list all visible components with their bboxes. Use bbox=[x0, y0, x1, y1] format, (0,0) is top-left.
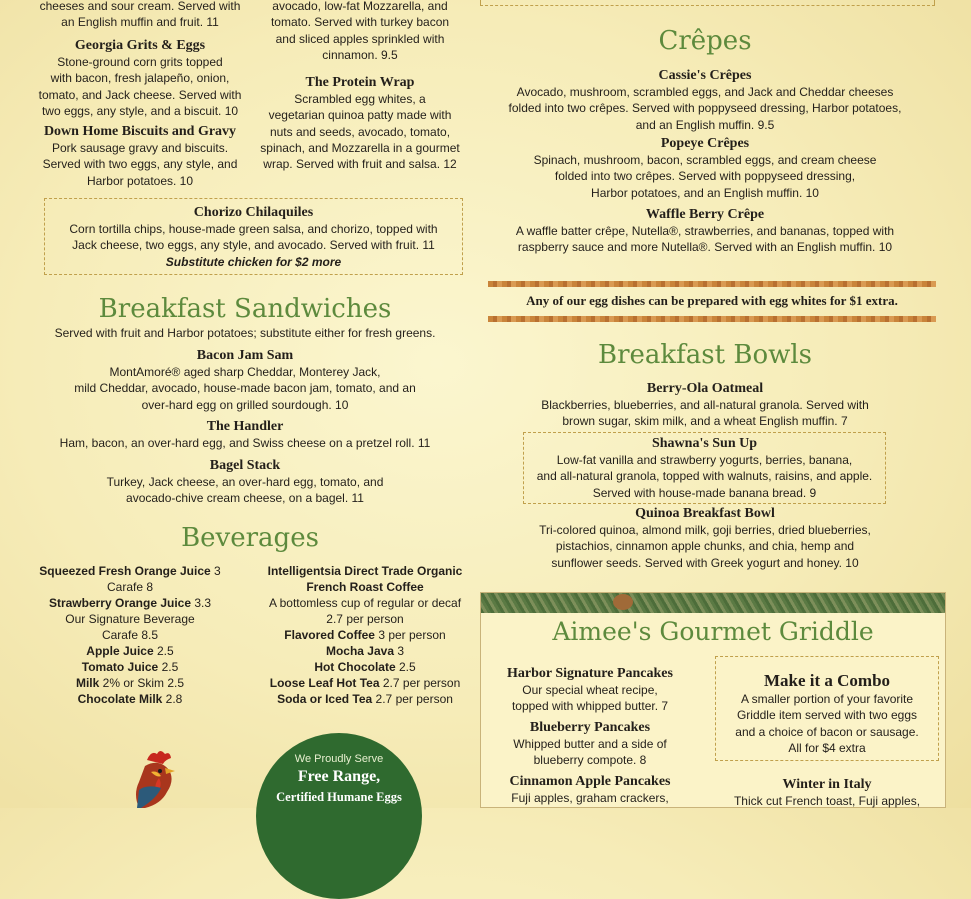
text-line: Ham, bacon, an over-hard egg, and Swiss cheese on a pretzel roll. 11 bbox=[59, 436, 431, 450]
item-name: Chorizo Chilaquiles bbox=[193, 205, 314, 220]
text-line: Turkey, Jack cheese, an over-hard egg, tomato, and bbox=[106, 475, 384, 489]
beverage-item: Intelligentsia Direct Trade Organic bbox=[267, 564, 463, 578]
menu-item-quinoa-bowl bbox=[480, 505, 930, 571]
free-range-badge bbox=[256, 733, 422, 899]
badge-line: Certified Humane Eggs bbox=[276, 790, 402, 804]
item-name: Bagel Stack bbox=[209, 458, 281, 473]
item-name: Winter in Italy bbox=[782, 777, 872, 792]
combo-box bbox=[715, 656, 939, 761]
chilaquiles-box bbox=[44, 198, 463, 275]
section-heading-crepes: Crêpes bbox=[658, 26, 752, 56]
menu-item-georgia-grits bbox=[15, 37, 265, 119]
substitution-note: Substitute chicken for $2 more bbox=[165, 254, 342, 269]
beverage-item: Tomato Juice 2.5 bbox=[81, 660, 179, 674]
wrap-description-top bbox=[250, 0, 470, 63]
text-line: Tri-colored quinoa, almond milk, goji berries, dried blueberries, bbox=[539, 523, 871, 537]
text-line: tomato, and Jack cheese. Served with bbox=[38, 87, 242, 102]
text-line: Low-fat vanilla and strawberry yogurts, berries, banana, bbox=[556, 453, 853, 467]
beverage-item: Hot Chocolate 2.5 bbox=[314, 660, 416, 674]
menu-item-berry-ola bbox=[480, 380, 930, 430]
item-name: Waffle Berry Crêpe bbox=[645, 207, 765, 222]
beverages-column-2 bbox=[250, 563, 480, 707]
item-name: Bacon Jam Sam bbox=[196, 348, 294, 363]
text-line: Scrambled egg whites, a bbox=[294, 92, 426, 106]
text-line: and an English muffin. 9.5 bbox=[635, 117, 775, 132]
banner-bar-top bbox=[488, 281, 936, 287]
beverage-item: Apple Juice 2.5 bbox=[86, 644, 174, 658]
rooster-illustration bbox=[125, 750, 189, 808]
item-name: The Handler bbox=[206, 419, 284, 434]
text-line: Griddle item served with two eggs bbox=[736, 708, 918, 723]
egg-white-banner: Any of our egg dishes can be prepared with egg whites for $1 extra. bbox=[526, 293, 898, 308]
menu-item-bacon-jam-sam bbox=[15, 347, 475, 413]
section-heading-sandwiches: Breakfast Sandwiches bbox=[98, 294, 392, 324]
text-line: and a choice of bacon or sausage. bbox=[735, 724, 919, 739]
beverage-item: Mocha Java 3 bbox=[325, 644, 405, 658]
beverage-item: French Roast Coffee bbox=[306, 580, 424, 594]
text-line: brown sugar, skim milk, and a wheat English muffin. 7 bbox=[562, 414, 848, 429]
text-line: sunflower seeds. Served with Greek yogurt and honey. 10 bbox=[551, 555, 859, 570]
text-line: Pork sausage gravy and biscuits. bbox=[51, 141, 229, 155]
text-line: vegetarian quinoa patty made with bbox=[268, 108, 452, 123]
text-line: Stone-ground corn grits topped bbox=[57, 55, 223, 69]
text-line: Corn tortilla chips, house-made green salsa, and chorizo, topped with bbox=[69, 222, 438, 236]
beverage-note: 2.7 per person bbox=[326, 612, 404, 626]
menu-item-biscuits-gravy bbox=[15, 123, 265, 189]
menu-item-winter-in-italy bbox=[715, 776, 939, 809]
item-name: Shawna's Sun Up bbox=[651, 436, 758, 451]
section-heading-griddle: Aimee's Gourmet Griddle bbox=[552, 617, 874, 646]
text-line: raspberry sauce and more Nutella®. Served with an English muffin. 10 bbox=[517, 240, 893, 255]
text-line: and all-natural granola, topped with walnuts, raisins, and apple. bbox=[536, 469, 873, 484]
text-line: wrap. Served with fruit and salsa. 12 bbox=[263, 157, 457, 172]
menu-item-popeye-crepes bbox=[480, 135, 930, 201]
menu-item-cassies-crepes bbox=[480, 67, 930, 133]
text-line: an English muffin and fruit. 11 bbox=[61, 15, 219, 30]
menu-item-bagel-stack bbox=[15, 457, 475, 507]
menu-item-harbor-pancakes bbox=[490, 665, 690, 715]
text-line: Served with house-made banana bread. 9 bbox=[592, 485, 817, 500]
text-line: Our special wheat recipe, bbox=[522, 683, 658, 697]
text-line: Jack cheese, two eggs, any style, and avocado. Served with fruit. 11 bbox=[72, 238, 435, 253]
text-line: folded into two crêpes. Served with poppyseed dressing, bbox=[554, 169, 856, 184]
top-box-edge bbox=[480, 0, 935, 6]
beverage-item: Loose Leaf Hot Tea 2.7 per person bbox=[269, 676, 461, 690]
text-line: and sliced apples sprinkled with bbox=[275, 31, 445, 46]
beverage-note: A bottomless cup of regular or decaf bbox=[268, 596, 462, 610]
item-name: Quinoa Breakfast Bowl bbox=[635, 506, 775, 521]
beverages-column-1 bbox=[20, 563, 240, 707]
item-name: Cinnamon Apple Pancakes bbox=[509, 774, 671, 789]
text-line: All for $4 extra bbox=[788, 740, 866, 755]
text-line: blueberry compote. 8 bbox=[533, 753, 647, 768]
shawna-box bbox=[523, 432, 886, 504]
text-line: pistachios, cinnamon apple chunks, and chia, hemp and bbox=[555, 539, 855, 554]
text-line: A smaller portion of your favorite bbox=[740, 692, 914, 706]
beverage-item: Flavored Coffee 3 per person bbox=[284, 628, 446, 642]
item-name: Berry-Ola Oatmeal bbox=[646, 381, 764, 396]
menu-item-waffle-berry-crepe bbox=[480, 206, 930, 256]
text-line: cheeses and sour cream. Served with bbox=[39, 0, 241, 13]
item-name: Georgia Grits & Eggs bbox=[74, 38, 206, 53]
pinecone-icon bbox=[613, 594, 633, 610]
beverage-item: Strawberry Orange Juice 3.3 bbox=[48, 596, 212, 610]
badge-line: Free Range, bbox=[297, 768, 381, 785]
text-line: over-hard egg on grilled sourdough. 10 bbox=[141, 397, 349, 412]
menu-item-the-handler bbox=[15, 418, 475, 451]
huevos-description bbox=[15, 0, 265, 31]
text-line: Served with two eggs, any style, and bbox=[42, 157, 238, 172]
item-name: Blueberry Pancakes bbox=[529, 720, 651, 735]
text-line: Avocado, mushroom, scrambled eggs, and Jack and Cheddar cheeses bbox=[516, 85, 894, 99]
text-line: folded into two crêpes. Served with poppyseed dressing, Harbor potatoes, bbox=[508, 101, 902, 116]
text-line: avocado, low-fat Mozzarella, and bbox=[272, 0, 448, 13]
text-line: with bacon, fresh jalapeño, onion, bbox=[50, 71, 230, 86]
beverage-item: Chocolate Milk 2.8 bbox=[77, 692, 183, 706]
sandwiches-intro: Served with fruit and Harbor potatoes; substitute either for fresh greens. bbox=[54, 326, 436, 340]
menu-item-cinnamon-apple-pancakes bbox=[490, 773, 690, 806]
text-line: mild Cheddar, avocado, house-made bacon jam, tomato, and an bbox=[74, 381, 416, 396]
beverage-item: Soda or Iced Tea 2.7 per person bbox=[277, 692, 453, 706]
beverage-note: Carafe 8.5 bbox=[101, 628, 159, 642]
text-line: nuts and seeds, avocado, tomato, bbox=[269, 124, 451, 139]
text-line: Whipped butter and a side of bbox=[513, 737, 667, 751]
menu-item-blueberry-pancakes bbox=[490, 719, 690, 769]
text-line: Spinach, mushroom, bacon, scrambled eggs, and cream cheese bbox=[533, 153, 877, 167]
text-line: cinnamon. 9.5 bbox=[322, 47, 398, 62]
text-line: spinach, and Mozzarella in a gourmet bbox=[260, 140, 460, 155]
item-name: Down Home Biscuits and Gravy bbox=[43, 124, 237, 139]
text-line: tomato. Served with turkey bacon bbox=[270, 15, 450, 30]
menu-item-protein-wrap bbox=[250, 74, 470, 172]
badge-line: We Proudly Serve bbox=[294, 753, 384, 765]
banner-bar-bottom bbox=[488, 316, 936, 322]
text-line: two eggs, any style, and a biscuit. 10 bbox=[41, 103, 239, 118]
item-name: Harbor Signature Pancakes bbox=[507, 666, 673, 681]
beverage-item: Milk 2% or Skim 2.5 bbox=[75, 676, 185, 690]
text-line: MontAmoré® aged sharp Cheddar, Monterey Jack, bbox=[109, 365, 381, 379]
beverage-note: Carafe 8 bbox=[106, 580, 154, 594]
item-name: Popeye Crêpes bbox=[660, 136, 750, 151]
beverage-item: Squeezed Fresh Orange Juice 3 bbox=[39, 564, 221, 578]
combo-title: Make it a Combo bbox=[763, 671, 891, 690]
text-line: Harbor potatoes, and an English muffin. 10 bbox=[591, 185, 819, 200]
section-heading-bowls: Breakfast Bowls bbox=[597, 340, 813, 370]
text-line: Thick cut French toast, Fuji apples, bbox=[733, 794, 921, 808]
text-line: Blackberries, blueberries, and all-natural granola. Served with bbox=[541, 398, 869, 412]
text-line: Harbor potatoes. 10 bbox=[86, 173, 194, 188]
beverage-note: Our Signature Beverage bbox=[65, 612, 195, 626]
pine-branch-decoration bbox=[481, 593, 945, 613]
item-name: The Protein Wrap bbox=[305, 75, 415, 90]
text-line: topped with whipped butter. 7 bbox=[511, 699, 669, 714]
text-line: Fuji apples, graham crackers, bbox=[511, 791, 669, 805]
text-line: avocado-chive cream cheese, on a bagel. 11 bbox=[126, 491, 364, 506]
item-name: Cassie's Crêpes bbox=[658, 68, 752, 83]
section-heading-beverages: Beverages bbox=[181, 523, 319, 553]
text-line: A waffle batter crêpe, Nutella®, strawberries, and bananas, topped with bbox=[515, 224, 895, 238]
